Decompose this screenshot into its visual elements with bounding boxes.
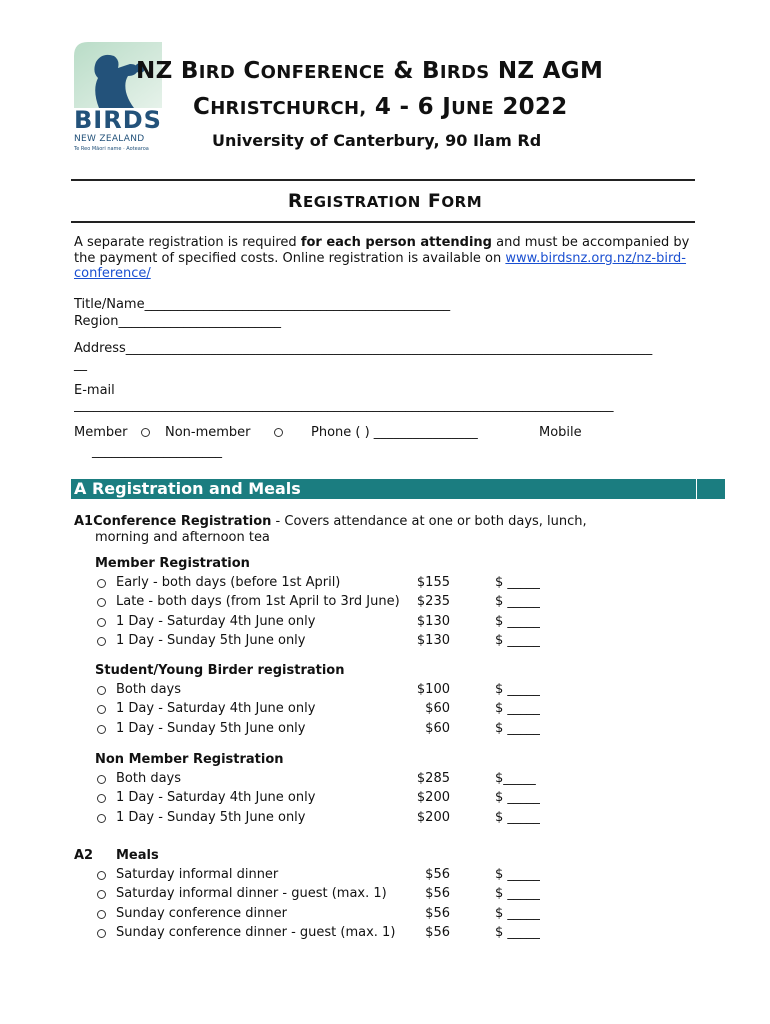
conference-subtitle: CHRISTCHURCH, 4 - 6 JUNE 2022 xyxy=(193,94,568,120)
registration-option-price: $285 xyxy=(416,771,450,786)
registration-option-label: Late - both days (from 1st April to 3rd June) xyxy=(116,594,400,610)
meal-option-price: $56 xyxy=(425,867,450,882)
registration-option-label: 1 Day - Saturday 4th June only xyxy=(116,701,316,717)
meal-option-price: $56 xyxy=(425,886,450,902)
member-radio[interactable] xyxy=(141,428,150,437)
meal-option-radio[interactable] xyxy=(97,871,106,880)
a1-heading: A1Conference Registration - Covers attendance at one or both days, lunch, xyxy=(74,514,587,529)
registration-option-price: $200 xyxy=(416,790,450,806)
registration-option-radio[interactable] xyxy=(97,814,106,823)
registration-option-amount-field[interactable]: $_____ xyxy=(495,771,536,786)
section-a-header xyxy=(71,479,725,499)
a2-title: Meals xyxy=(116,848,159,863)
registration-option-label: 1 Day - Saturday 4th June only xyxy=(116,790,316,806)
logo-nz-text: NEW ZEALAND xyxy=(74,134,145,144)
meal-option-label: Sunday conference dinner - guest (max. 1) xyxy=(116,925,396,941)
registration-option-label: 1 Day - Sunday 5th June only xyxy=(116,809,306,825)
registration-option-radio[interactable] xyxy=(97,598,106,607)
non-member-radio[interactable] xyxy=(274,428,283,437)
intro-paragraph: A separate registration is required for each person attending and must be accompanied by the payment of specified costs. Online registration is available on www.birdsnz.org.nz/nz-bird-conference/ xyxy=(74,235,690,281)
registration-option-amount-field[interactable]: $ _____ xyxy=(495,613,540,629)
registration-option-price: $235 xyxy=(416,594,450,610)
section-a-title: Registration and Meals xyxy=(91,479,301,498)
registration-option-label: 1 Day - Sunday 5th June only xyxy=(116,633,306,649)
registration-option-price: $130 xyxy=(416,613,450,629)
phone-field[interactable]: Phone ( ) ________________ xyxy=(311,425,478,440)
registration-option-label: 1 Day - Saturday 4th June only xyxy=(116,613,316,629)
meal-option-label: Saturday informal dinner xyxy=(116,867,279,882)
email-field[interactable]: ___________________________________________________________________________________ xyxy=(74,398,614,413)
meal-option-amount-field[interactable]: $ _____ xyxy=(495,905,540,921)
logo-birds-text: BIRDS xyxy=(74,106,162,134)
meal-option-radio[interactable] xyxy=(97,890,106,899)
registration-option-amount-field[interactable]: $ _____ xyxy=(495,682,540,697)
meal-option-radio[interactable] xyxy=(97,910,106,919)
registration-option-price: $130 xyxy=(416,633,450,649)
registration-option-amount-field[interactable]: $ _____ xyxy=(495,701,540,717)
address-field[interactable]: Address_________________________________________________________________________________ xyxy=(74,341,653,356)
registration-option-label: 1 Day - Sunday 5th June only xyxy=(116,720,306,736)
conference-link[interactable]: www.birdsnz.org.nz/nz-bird-conference/ xyxy=(74,250,687,281)
registration-option-radio[interactable] xyxy=(97,579,106,588)
registration-option-amount-field[interactable]: $ _____ xyxy=(495,594,540,610)
registration-option-amount-field[interactable]: $ _____ xyxy=(495,575,540,590)
registration-option-price: $100 xyxy=(416,682,450,697)
meal-option-label: Sunday conference dinner xyxy=(116,905,287,921)
venue-text: University of Canterbury, 90 Ilam Rd xyxy=(212,131,542,150)
non-member-label: Non-member xyxy=(165,425,251,440)
registration-option-radio[interactable] xyxy=(97,705,106,714)
conference-title: NZ BIRD CONFERENCE & BIRDS NZ AGM xyxy=(136,58,604,84)
form-title: REGISTRATION FORM xyxy=(287,190,483,212)
registration-option-label: Both days xyxy=(116,682,182,697)
member-label: Member xyxy=(74,425,128,440)
meal-option-amount-field[interactable]: $ _____ xyxy=(495,867,540,882)
registration-option-price: $200 xyxy=(416,809,450,825)
mobile-label: Mobile xyxy=(539,425,582,440)
meal-option-price: $56 xyxy=(425,905,450,921)
meal-option-radio[interactable] xyxy=(97,929,106,938)
group-heading: Student/Young Birder registration xyxy=(95,663,345,678)
region-field[interactable]: Region_________________________ xyxy=(74,314,282,329)
registration-option-amount-field[interactable]: $ _____ xyxy=(495,790,540,806)
registration-option-radio[interactable] xyxy=(97,725,106,734)
registration-option-price: $155 xyxy=(416,575,450,590)
registration-option-radio[interactable] xyxy=(97,775,106,784)
title-name-field[interactable]: Title/Name_______________________________________________ xyxy=(74,297,451,312)
registration-option-amount-field[interactable]: $ _____ xyxy=(495,809,540,825)
registration-option-price: $60 xyxy=(425,720,450,736)
meal-option-amount-field[interactable]: $ _____ xyxy=(495,925,540,941)
group-heading: Member Registration xyxy=(95,556,250,571)
mobile-field[interactable]: ____________________ xyxy=(92,444,222,459)
registration-option-radio[interactable] xyxy=(97,637,106,646)
section-a-letter: A xyxy=(74,479,87,498)
logo-tagline: Te Reo Māori name · Aotearoa xyxy=(74,146,149,152)
group-heading: Non Member Registration xyxy=(95,752,284,767)
address-continuation: __ xyxy=(74,357,87,372)
meal-option-amount-field[interactable]: $ _____ xyxy=(495,886,540,902)
registration-option-amount-field[interactable]: $ _____ xyxy=(495,633,540,649)
registration-option-amount-field[interactable]: $ _____ xyxy=(495,720,540,736)
registration-option-price: $60 xyxy=(425,701,450,717)
email-label: E-mail xyxy=(74,383,115,398)
a2-code: A2 xyxy=(74,848,94,863)
registration-option-radio[interactable] xyxy=(97,794,106,803)
form-title-divider xyxy=(71,221,695,223)
registration-option-radio[interactable] xyxy=(97,686,106,695)
top-divider xyxy=(71,179,695,181)
a1-desc-cont: morning and afternoon tea xyxy=(95,530,270,545)
registration-option-radio[interactable] xyxy=(97,618,106,627)
registration-option-label: Early - both days (before 1st April) xyxy=(116,575,341,590)
registration-option-label: Both days xyxy=(116,771,182,786)
meal-option-price: $56 xyxy=(425,925,450,941)
meal-option-label: Saturday informal dinner - guest (max. 1) xyxy=(116,886,387,902)
